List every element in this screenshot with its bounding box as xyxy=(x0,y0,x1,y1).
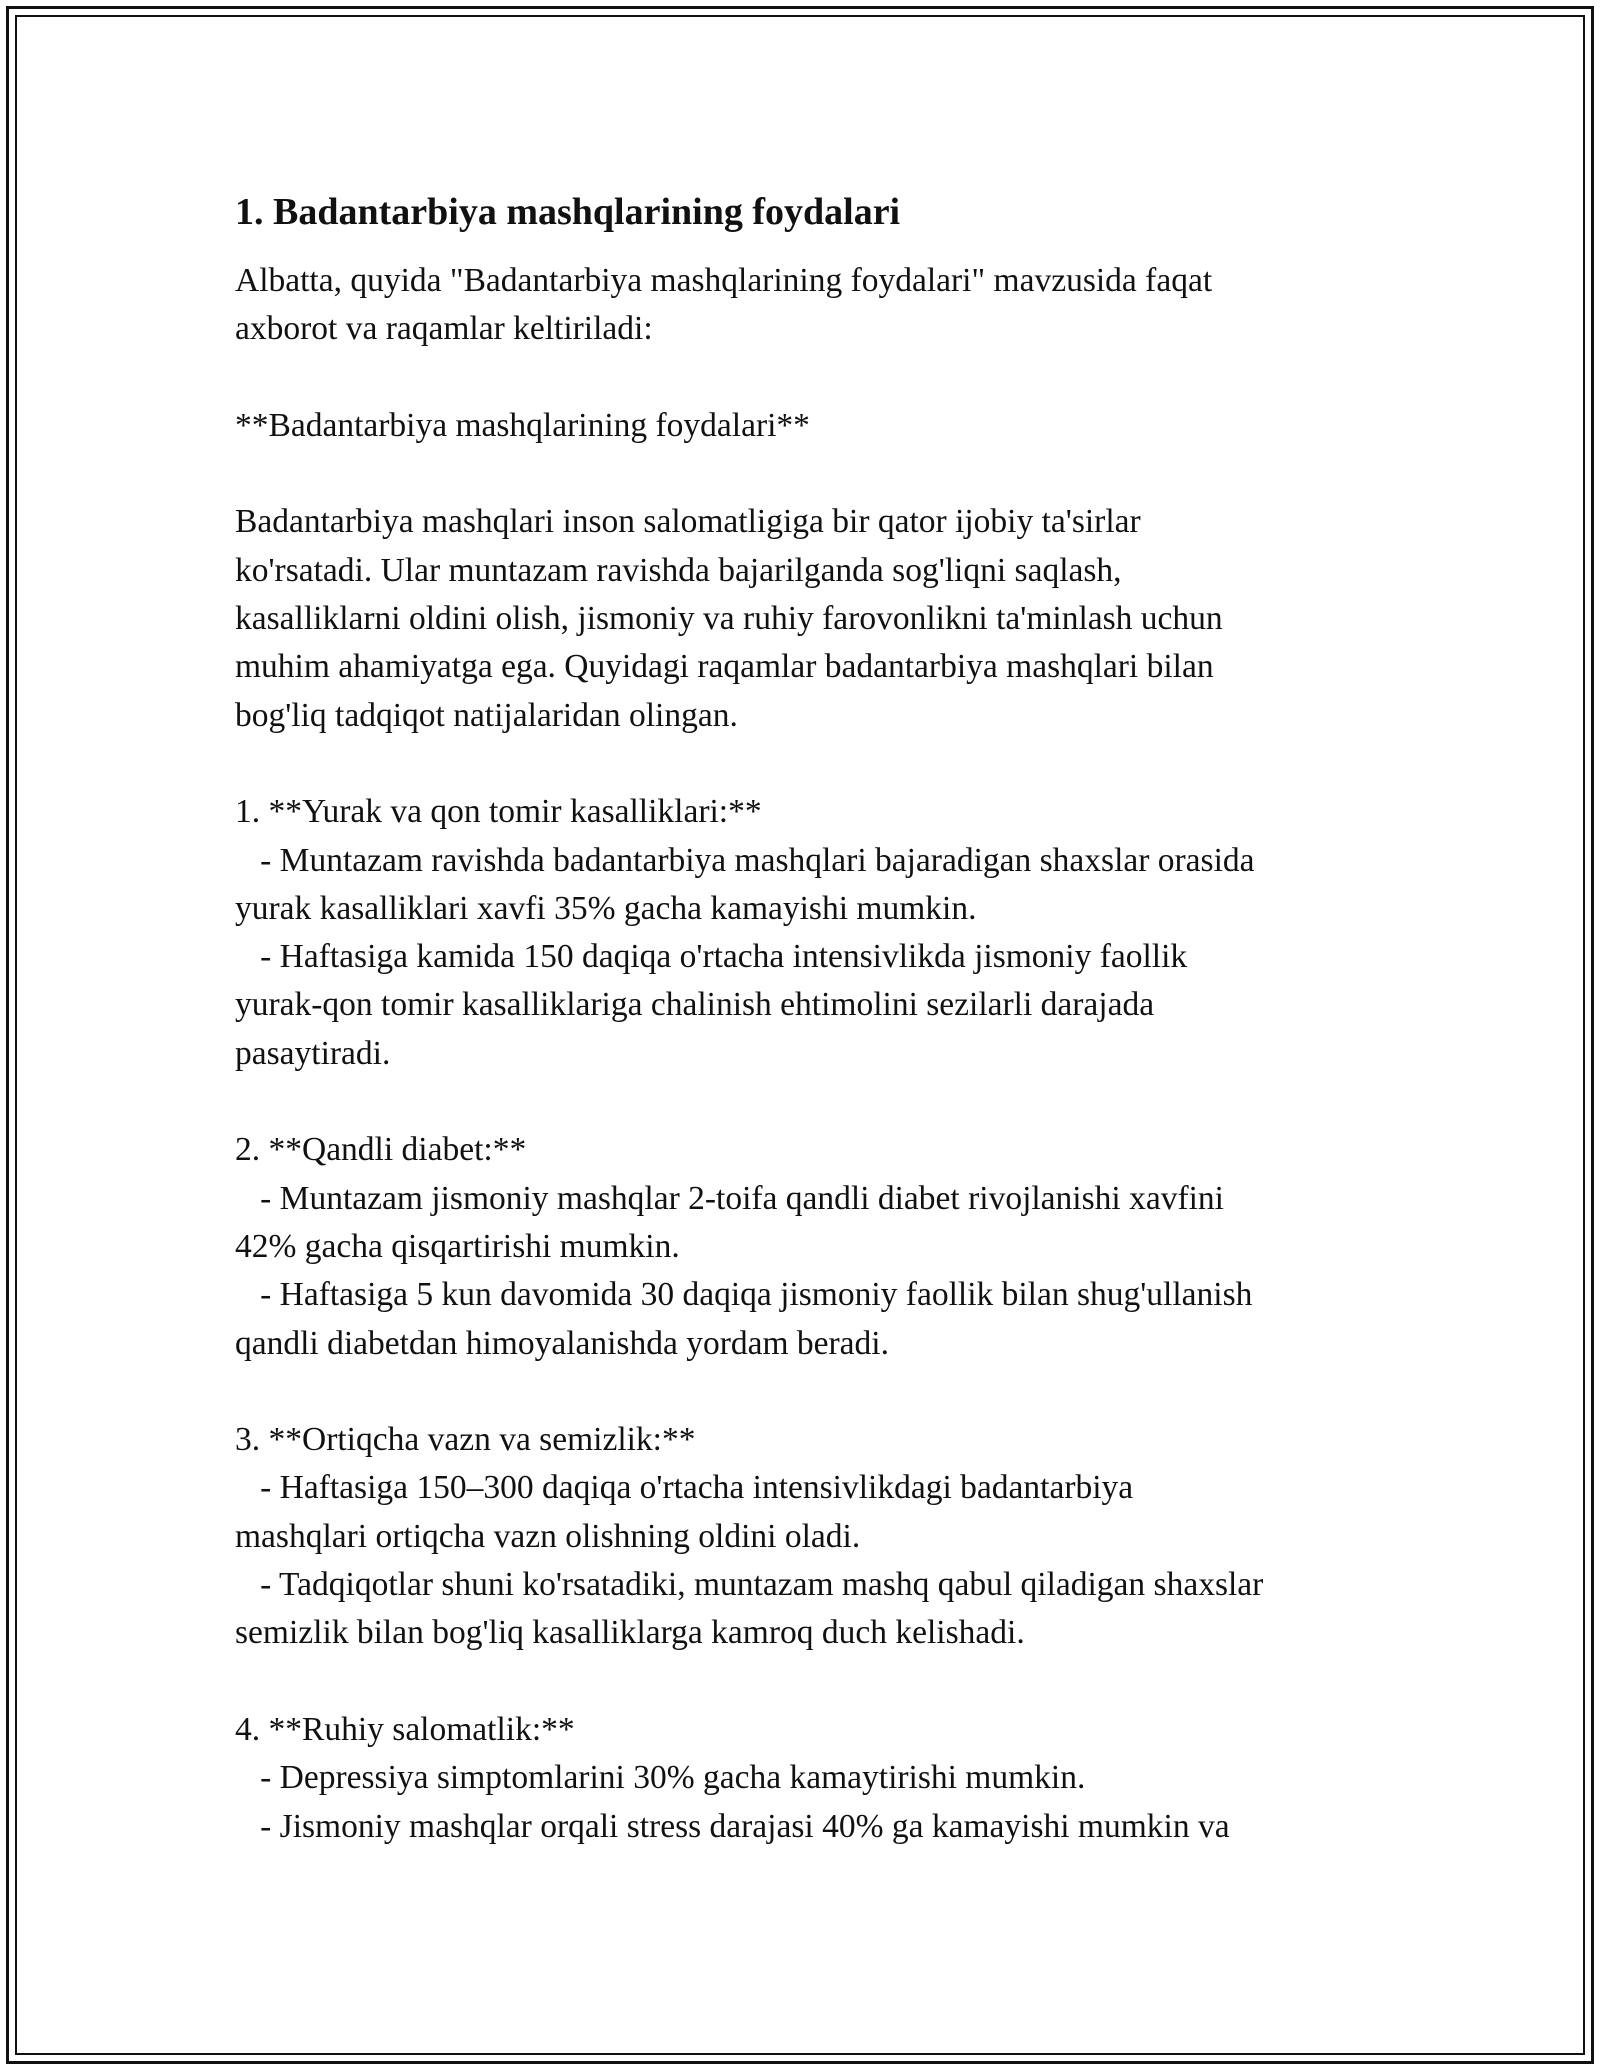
text-line: axborot va raqamlar keltiriladi: xyxy=(235,310,653,348)
text-line: - Muntazam jismoniy mashqlar 2-toifa qandli diabet rivojlanishi xavfini xyxy=(235,1179,1224,1217)
section-heading-paragraph xyxy=(235,402,1385,450)
text-line: - Haftasiga 5 kun davomida 30 daqiqa jismoniy faollik bilan shug'ullanish xyxy=(235,1276,1253,1314)
text-line: 2. **Qandli diabet:** xyxy=(235,1131,527,1169)
text-line: - Haftasiga kamida 150 daqiqa o'rtacha intensivlikda jismoniy faollik xyxy=(235,938,1188,976)
text-line: bog'liq tadqiqot natijalaridan olingan. xyxy=(235,696,738,734)
text-line: - Muntazam ravishda badantarbiya mashqlari bajaradigan shaxslar orasida xyxy=(235,841,1255,879)
list-item-mental-health xyxy=(235,1706,1385,1851)
list-item-diabetes xyxy=(235,1126,1385,1367)
text-line: muhim ahamiyatga ega. Quyidagi raqamlar badantarbiya mashqlari bilan xyxy=(235,648,1214,686)
text-line: kasalliklarni oldini olish, jismoniy va ruhiy farovonlikni ta'minlash uchun xyxy=(235,600,1223,638)
text-line: 3. **Ortiqcha vazn va semizlik:** xyxy=(235,1421,696,1459)
overview-paragraph xyxy=(235,498,1385,739)
text-line: ko'rsatadi. Ular muntazam ravishda bajarilganda sog'liqni saqlash, xyxy=(235,551,1122,589)
text-line: - Haftasiga 150–300 daqiqa o'rtacha intensivlikdagi badantarbiya xyxy=(235,1469,1134,1507)
document-body xyxy=(235,188,1385,1851)
text-line: **Badantarbiya mashqlarining foydalari** xyxy=(235,406,810,444)
text-line: yurak kasalliklari xavfi 35% gacha kamayishi mumkin. xyxy=(235,889,977,927)
text-line: pasaytiradi. xyxy=(235,1034,391,1072)
text-line: Albatta, quyida "Badantarbiya mashqlarining foydalari" mavzusida faqat xyxy=(235,262,1213,299)
text-line: - Depressiya simptomlarini 30% gacha kamaytirishi mumkin. xyxy=(235,1759,1086,1797)
text-line: mashqlari ortiqcha vazn olishning oldini oladi. xyxy=(235,1517,861,1555)
text-line: yurak-qon tomir kasalliklariga chalinish ehtimolini sezilarli darajada xyxy=(235,986,1155,1024)
text-line: 1. **Yurak va qon tomir kasalliklari:** xyxy=(235,793,762,831)
list-item-heart xyxy=(235,788,1385,1078)
text-line: 42% gacha qisqartirishi mumkin. xyxy=(235,1227,680,1265)
text-line: 4. **Ruhiy salomatlik:** xyxy=(235,1710,575,1748)
text-line: - Jismoniy mashqlar orqali stress darajasi 40% ga kamayishi mumkin va xyxy=(235,1807,1230,1845)
list-item-weight xyxy=(235,1416,1385,1657)
text-line: Badantarbiya mashqlari inson salomatligiga bir qator ijobiy ta'sirlar xyxy=(235,503,1141,541)
text-line: - Tadqiqotlar shuni ko'rsatadiki, muntazam mashq qabul qiladigan shaxslar xyxy=(235,1566,1264,1604)
document-title: 1. Badantarbiya mashqlarining foydalari xyxy=(235,191,901,233)
text-line: semizlik bilan bog'liq kasalliklarga kamroq duch kelishadi. xyxy=(235,1614,1025,1652)
text-line: qandli diabetdan himoyalanishda yordam beradi. xyxy=(235,1324,889,1362)
intro-paragraph xyxy=(235,257,1385,354)
